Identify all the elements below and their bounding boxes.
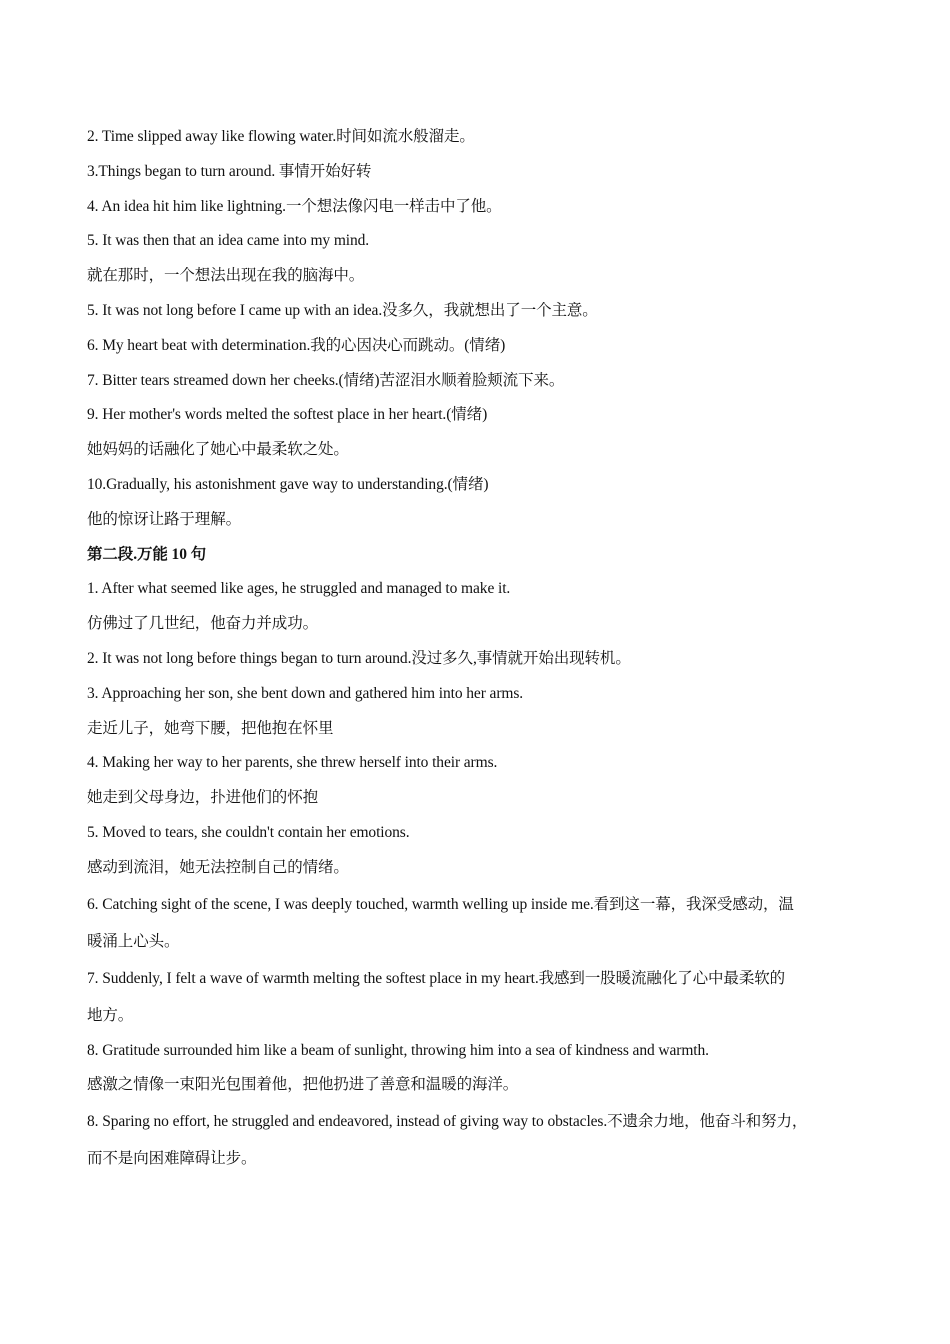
translation-line: 就在那时，一个想法出现在我的脑海中。 xyxy=(87,267,365,285)
sentence-line: 10.Gradually, his astonishment gave way to understanding.(情绪) xyxy=(87,475,489,493)
sentence-line: 5. It was then that an idea came into my mind. xyxy=(87,232,370,250)
document-body xyxy=(87,120,877,1177)
translation-line: 仿佛过了几世纪，他奋力并成功。 xyxy=(87,615,319,633)
wrapped-sentence-line1: 6. Catching sight of the scene, I was deeply touched, warmth welling up inside me.看到这一幕，我深受感动，温 xyxy=(87,895,794,913)
sentence-line: 1. After what seemed like ages, he struggled and managed to make it. xyxy=(87,580,511,598)
wrapped-sentence xyxy=(87,960,877,1034)
sentence-line: 4. Making her way to her parents, she threw herself into their arms. xyxy=(87,754,498,772)
sentence-line: 6. My heart beat with determination.我的心因决心而跳动。(情绪) xyxy=(87,336,506,354)
wrapped-sentence-line2: 而不是向困难障碍让步。 xyxy=(87,1150,257,1168)
sentence-line: 9. Her mother's words melted the softest place in her heart.(情绪) xyxy=(87,406,488,424)
translation-line: 感激之情像一束阳光包围着他，把他扔进了善意和温暖的海洋。 xyxy=(87,1076,519,1094)
translation-line: 她走到父母身边，扑进他们的怀抱 xyxy=(87,789,319,807)
sentence-line: 3.Things began to turn around. 事情开始好转 xyxy=(87,162,372,180)
sentence-line: 7. Bitter tears streamed down her cheeks.(情绪)苦涩泪水顺着脸颊流下来。 xyxy=(87,371,565,389)
sentence-line: 2. Time slipped away like flowing water.时间如流水般溜走。 xyxy=(87,128,475,145)
wrapped-sentence xyxy=(87,1103,877,1177)
wrapped-sentence xyxy=(87,886,877,960)
wrapped-sentence-line2: 暖涌上心头。 xyxy=(87,932,180,950)
translation-line: 她妈妈的话融化了她心中最柔软之处。 xyxy=(87,441,349,459)
wrapped-sentence-line2: 地方。 xyxy=(87,1006,134,1024)
sentence-line: 5. It was not long before I came up with an idea.没多久，我就想出了一个主意。 xyxy=(87,301,598,319)
sentence-line: 8. Gratitude surrounded him like a beam of sunlight, throwing him into a sea of kindness and warmth. xyxy=(87,1041,709,1059)
sentence-line: 5. Moved to tears, she couldn't contain her emotions. xyxy=(87,823,410,841)
translation-line: 感动到流泪，她无法控制自己的情绪。 xyxy=(87,858,349,876)
translation-line: 他的惊讶让路于理解。 xyxy=(87,510,242,528)
wrapped-sentence-line1: 8. Sparing no effort, he struggled and endeavored, instead of giving way to obstacles.不遗余力地，他奋斗和努力， xyxy=(87,1113,808,1131)
translation-line: 走近儿子，她弯下腰，把他抱在怀里 xyxy=(87,719,334,737)
section-heading: 第二段.万能 10 句 xyxy=(87,545,207,563)
sentence-line: 4. An idea hit him like lightning.一个想法像闪电一样击中了他。 xyxy=(87,197,502,215)
wrapped-sentence-line1: 7. Suddenly, I felt a wave of warmth melting the softest place in my heart.我感到一股暖流融化了心中最柔软的 xyxy=(87,969,786,987)
sentence-line: 3. Approaching her son, she bent down and gathered him into her arms. xyxy=(87,684,524,702)
sentence-line: 2. It was not long before things began to turn around.没过多久,事情就开始出现转机。 xyxy=(87,649,631,667)
